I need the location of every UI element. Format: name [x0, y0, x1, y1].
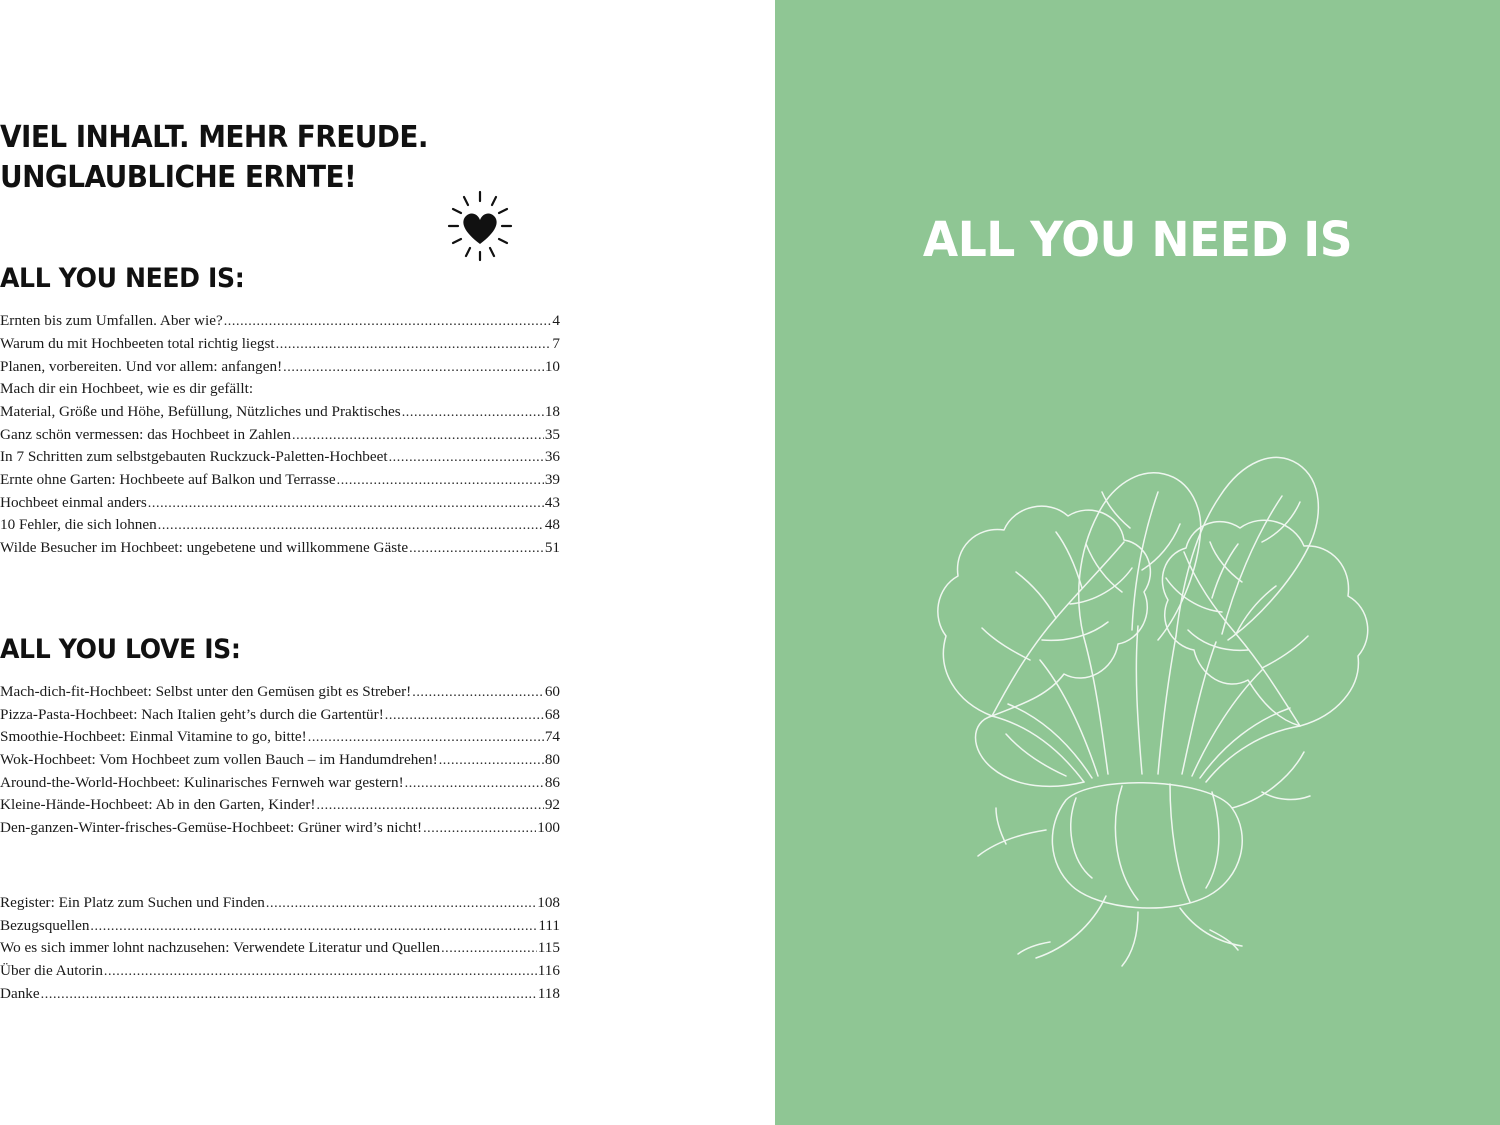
toc-leader-dots	[385, 706, 544, 727]
toc-leader-dots	[308, 728, 544, 749]
toc-entry-text: Warum du mit Hochbeeten total richtig liegst	[0, 334, 275, 352]
toc-leader-dots	[337, 471, 544, 492]
toc-entry-page: 100	[537, 819, 560, 837]
toc-entry[interactable]	[0, 892, 560, 915]
toc-entry-page: 116	[537, 962, 560, 980]
toc-entry[interactable]	[0, 514, 560, 537]
toc-entry-page: 86	[544, 773, 560, 791]
toc-entry-text: Über die Autorin	[0, 962, 103, 980]
toc-list	[0, 892, 560, 1006]
toc-leader-dots	[409, 539, 544, 560]
toc-leader-dots	[441, 939, 537, 960]
toc-entry[interactable]	[0, 915, 560, 938]
section-all-you-need-is	[0, 263, 560, 560]
toc-leader-dots	[104, 962, 537, 983]
toc-entry-page: 36	[544, 448, 560, 466]
toc-entry-text: Planen, vorbereiten. Und vor allem: anfangen!	[0, 357, 283, 375]
toc-entry[interactable]	[0, 537, 560, 560]
toc-entry-page: 51	[544, 539, 560, 557]
toc-entry-text: In 7 Schritten zum selbstgebauten Ruckzuck-Paletten-Hochbeet	[0, 448, 388, 466]
toc-leader-dots	[402, 403, 544, 424]
toc-leader-dots	[276, 335, 552, 356]
toc-entry[interactable]	[0, 704, 560, 727]
toc-entry-page: 115	[537, 939, 560, 957]
heart-icon	[440, 186, 520, 266]
toc-entry-page: 4	[552, 312, 560, 330]
toc-entry-page: 108	[537, 893, 560, 911]
toc-entry[interactable]	[0, 772, 560, 795]
toc-leader-dots	[423, 819, 536, 840]
section-all-you-love-is	[0, 634, 560, 840]
toc-entry-text: Hochbeet einmal anders	[0, 493, 147, 511]
toc-entry-page: 68	[544, 705, 560, 723]
toc-leader-dots	[316, 796, 543, 817]
toc-entry[interactable]	[0, 333, 560, 356]
toc-entry[interactable]	[0, 937, 560, 960]
toc-entry-page: 48	[544, 516, 560, 534]
toc-entry-text: Bezugsquellen	[0, 916, 90, 934]
toc-entry-page: 118	[537, 984, 560, 1002]
toc-entry-page: 43	[544, 493, 560, 511]
toc-entry-text: Mach dir ein Hochbeet, wie es dir gefällt:	[0, 380, 254, 398]
toc-entry[interactable]	[0, 817, 560, 840]
section-title: ALL YOU NEED IS:	[0, 263, 245, 295]
toc-entry[interactable]	[0, 749, 560, 772]
toc-entry[interactable]	[0, 356, 560, 379]
toc-entry-page: 60	[544, 682, 560, 700]
toc-entry-page: 92	[544, 796, 560, 814]
toc-entry[interactable]	[0, 794, 560, 817]
toc-entry-text: Register: Ein Platz zum Suchen und Finden	[0, 893, 265, 911]
headline-line-2: UNGLAUBLICHE ERNTE!	[0, 159, 357, 195]
toc-entry[interactable]	[0, 492, 560, 515]
toc-list	[0, 681, 560, 840]
toc-entry-text: Wo es sich immer lohnt nachzusehen: Verwendete Literatur und Quellen	[0, 939, 441, 957]
toc-list	[0, 310, 560, 560]
toc-entry-page: 39	[544, 471, 560, 488]
toc-leader-dots	[292, 426, 544, 447]
toc-leader-dots	[412, 683, 544, 704]
toc-entry-text: Ernte ohne Garten: Hochbeete auf Balkon und Terrasse	[0, 471, 336, 488]
toc-entry-text: Ernten bis zum Umfallen. Aber wie?	[0, 312, 223, 330]
toc-entry[interactable]	[0, 424, 560, 447]
toc-entry[interactable]	[0, 310, 560, 333]
toc-entry[interactable]	[0, 960, 560, 983]
toc-entry-page: 10	[544, 357, 560, 375]
toc-entry-page: 80	[544, 751, 560, 769]
toc-entry-text: Wilde Besucher im Hochbeet: ungebetene und willkommene Gäste	[0, 539, 409, 557]
toc-entry[interactable]	[0, 401, 560, 424]
toc-entry[interactable]	[0, 378, 560, 401]
toc-entry-text: Kleine-Hände-Hochbeet: Ab in den Garten, Kinder!	[0, 796, 316, 814]
toc-container	[0, 118, 560, 1006]
section-title: ALL YOU LOVE IS:	[0, 633, 241, 665]
toc-entry-page: 7	[552, 334, 560, 352]
toc-entry-text: Around-the-World-Hochbeet: Kulinarisches Fernweh war gestern!	[0, 773, 404, 791]
toc-leader-dots	[158, 516, 544, 537]
toc-entry-text: Den-ganzen-Winter-frisches-Gemüse-Hochbeet: Grüner wird’s nicht!	[0, 819, 423, 837]
toc-entry-text: Pizza-Pasta-Hochbeet: Nach Italien geht’s durch die Gartentür!	[0, 705, 384, 723]
toc-leader-dots	[148, 494, 544, 515]
toc-entry-page: 35	[544, 425, 560, 443]
toc-entry-text: Mach-dich-fit-Hochbeet: Selbst unter den Gemüsen gibt es Streber!	[0, 682, 412, 700]
toc-entry[interactable]	[0, 446, 560, 469]
toc-entry[interactable]	[0, 469, 560, 492]
toc-entry-page: 111	[538, 916, 560, 934]
toc-entry-text: Danke	[0, 984, 40, 1002]
headline-line-1: VIEL INHALT. MEHR FREUDE.	[0, 120, 428, 155]
chapter-title: ALL YOU NEED IS	[922, 212, 1353, 268]
toc-entry[interactable]	[0, 983, 560, 1006]
toc-leader-dots	[389, 448, 544, 469]
kohlrabi-line-art-icon	[870, 330, 1430, 970]
section-back-matter	[0, 892, 560, 1006]
toc-entry-text: Ganz schön vermessen: das Hochbeet in Zahlen	[0, 425, 291, 443]
toc-leader-dots	[224, 312, 552, 333]
toc-leader-dots	[266, 894, 536, 915]
toc-leader-dots	[90, 917, 537, 938]
toc-entry-page: 74	[544, 728, 560, 746]
toc-entry-text: Material, Größe und Höhe, Befüllung, Nützliches und Praktisches	[0, 402, 401, 420]
toc-entry-text: 10 Fehler, die sich lohnen	[0, 516, 157, 534]
right-page-chapter-opener	[775, 0, 1500, 1125]
toc-leader-dots	[41, 985, 537, 1006]
toc-leader-dots	[283, 358, 544, 379]
toc-entry[interactable]	[0, 681, 560, 704]
toc-entry-text: Smoothie-Hochbeet: Einmal Vitamine to go, bitte!	[0, 728, 307, 746]
toc-entry-text: Wok-Hochbeet: Vom Hochbeet zum vollen Bauch – im Handumdrehen!	[0, 751, 438, 769]
toc-leader-dots	[439, 751, 544, 772]
toc-leader-dots	[405, 774, 544, 795]
toc-entry[interactable]	[0, 726, 560, 749]
toc-entry-page: 18	[544, 402, 560, 420]
